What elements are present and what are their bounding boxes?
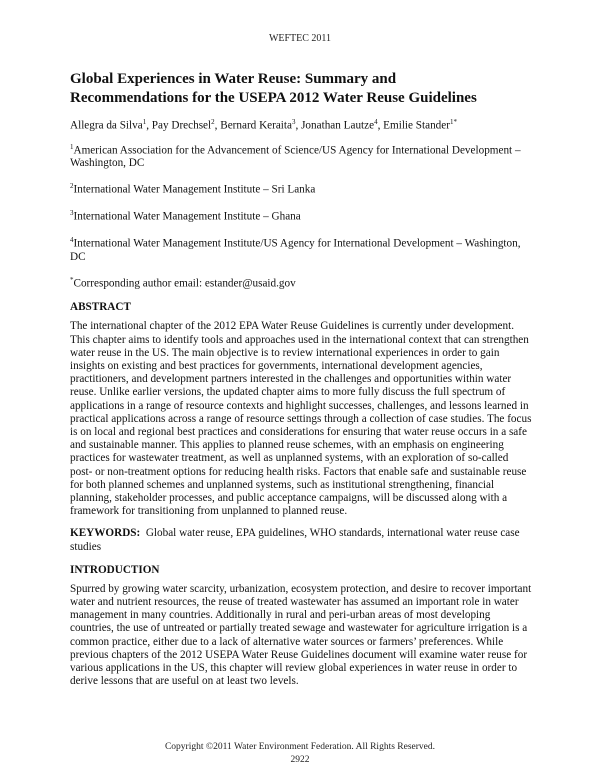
page-content: [70, 70, 532, 697]
introduction-text: Spurred by growing water scarcity, urbanization, ecosystem protection, and desire to recover important water and nutrient resources, the reuse of treated wastewater has assumed an important role in water management in many countries. Additionally in rural and peri-urban areas of most developing countries, the use of untreated or partially treated sewage and wastewater for agriculture irrigation is a common practice, either due to a lack of alternative water sources or farmers’ preferences. While previous chapters of the 2012 USEPA Water Reuse Guidelines document will examine water reuse for various applications in the US, this chapter will review global experiences in water reuse in order to derive lessons that are useful on at least two levels.: [70, 582, 532, 688]
affiliation-text: American Association for the Advancement of Science/US Agency for International Development – Washington, DC: [70, 144, 521, 170]
page-footer: [0, 741, 600, 767]
affiliation-1: [70, 141, 532, 171]
author-sup: 1: [142, 118, 147, 126]
affiliation-sup: 1: [70, 142, 74, 151]
affiliation-sup: 2: [70, 182, 74, 191]
author-name: Emilie Stander: [383, 119, 450, 132]
abstract-heading: ABSTRACT: [70, 301, 131, 314]
affiliation-sup: 4: [70, 235, 74, 244]
affiliation-2: [70, 180, 532, 197]
affiliation-text: Corresponding author email: estander@usaid.gov: [73, 277, 296, 290]
title-line-1: Global Experiences in Water Reuse: Summary and: [70, 71, 397, 87]
abstract-text: The international chapter of the 2012 EPA Water Reuse Guidelines is currently under development. This chapter aims to identify tools and approaches used in the international context that can strengthen water reuse in the US. The main objective is to review international experiences in order to gain insights on existing and best practices for governments, international development agencies, practitioners, and development partners interested in the challenges and opportunities within water reuse. Unlike earlier versions, the updated chapter aims to more fully discuss the full spectrum of applications in a range of resource contexts and highlight successes, challenges, and lessons learned in practical applications across a range of resource settings through a collection of case studies. The focus is on local and regional best practices and considerations for ensuring that water reuse occurs in a safe and sustainable manner. This applies to planned reuse schemes, with an emphasis on engineering practices for wastewater treatment, as well as unplanned systems, with an exploration of so-called post- or non-treatment options for reducing health risks. Factors that enable safe and sustainable reuse for both planned schemes and unplanned systems, such as institutional strengthening, financial planning, stakeholder processes, and public acceptance campaigns, will be discussed along with a framework for transitioning from unplanned to planned reuse.: [70, 320, 532, 518]
author-name: Pay Drechsel: [151, 119, 212, 132]
author-sup: 4: [374, 118, 378, 126]
affiliation-text: International Water Management Institute/US Agency for International Development – Washington, DC: [70, 237, 521, 263]
author-sup: 3: [291, 118, 296, 126]
affiliation-sup: 3: [70, 209, 74, 218]
copyright-notice: Copyright ©2011 Water Environment Federation. All Rights Reserved.: [164, 742, 436, 752]
affiliation-4: [70, 234, 532, 264]
author-sup: 2: [211, 118, 215, 126]
affiliation-text: International Water Management Institute – Ghana: [73, 210, 301, 223]
corresponding-author: [70, 274, 532, 291]
affiliation-sup: *: [70, 275, 74, 284]
affiliation-text: International Water Management Institute – Sri Lanka: [73, 184, 316, 197]
page-number: 2922: [290, 755, 310, 765]
author-name: Bernard Keraita: [220, 119, 292, 132]
keywords: [70, 527, 532, 553]
title-line-2: Recommendations for the USEPA 2012 Water Reuse Guidelines: [70, 90, 477, 106]
author-sup: 1*: [449, 118, 457, 126]
author-list: Allegra da Silva$^1$, Pay Drechsel$^2$, Bernard Keraita$^3$, Jonathan Lautze$^4$, Emilie Stander$^{1*}$: [70, 118, 457, 132]
paper-title: [70, 70, 532, 108]
affiliation-3: [70, 207, 532, 224]
introduction-heading: INTRODUCTION: [70, 563, 160, 576]
keywords-text: Global water reuse, EPA guidelines, WHO standards, international water reuse case studies: [70, 527, 520, 553]
author-name: Allegra da Silva: [70, 119, 143, 132]
running-header: WEFTEC 2011: [268, 33, 332, 44]
keywords-label: KEYWORDS:: [70, 527, 141, 540]
author-name: Jonathan Lautze: [301, 119, 375, 132]
